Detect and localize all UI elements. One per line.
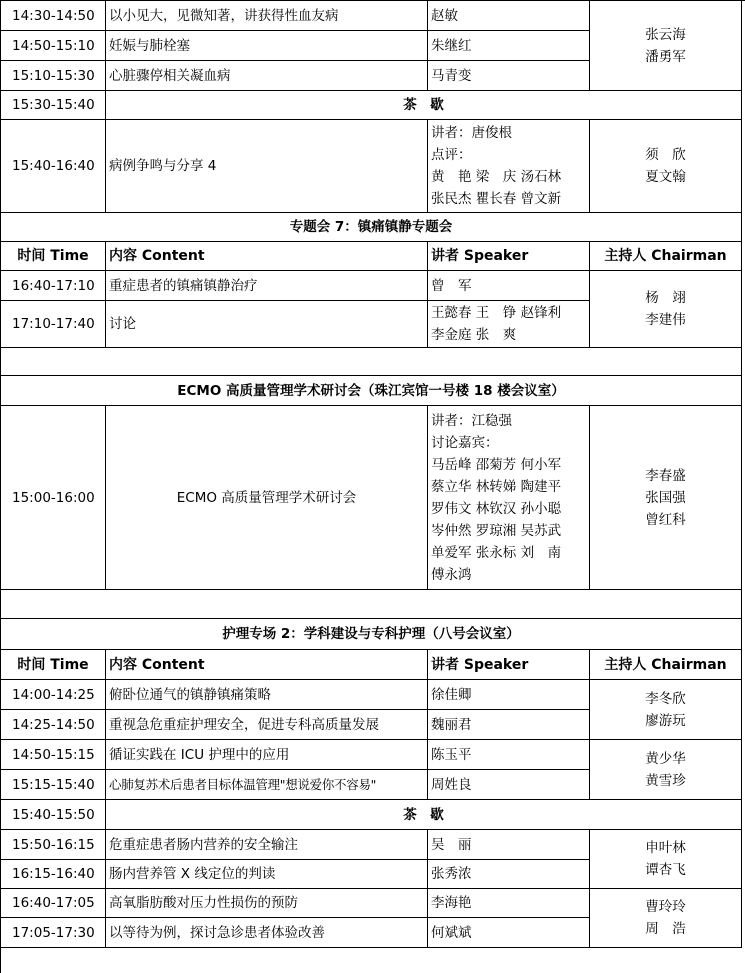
content-cell: 肠内营养管 X 线定位的判读: [106, 860, 428, 889]
speaker-line: 蔡立华 林转娣 陶建平: [431, 478, 562, 495]
spacer-row: [1, 348, 742, 376]
speaker-line: 曾 军: [431, 277, 472, 294]
chair-cell: [590, 740, 742, 800]
content-cell: 俯卧位通气的镇静镇痛策略: [106, 680, 428, 710]
chair-name: 谭杏飞: [645, 862, 686, 878]
speaker-cell: 何斌斌: [428, 918, 590, 948]
speaker-cell: 陈玉平: [428, 740, 590, 770]
speaker-line: 王懿春 王 铮 赵锋利: [431, 305, 562, 321]
chair-cell: [590, 120, 742, 213]
column-header-time: 时间 Time: [1, 650, 106, 680]
chair-cell: [590, 830, 742, 889]
time-cell: 17:10-17:40: [1, 301, 106, 348]
content-cell: 危重症患者肠内营养的安全输注: [106, 830, 428, 860]
speaker-cell: 赵敏: [428, 1, 590, 31]
content-cell: 以小见大，见微知著，讲获得性血友病: [106, 1, 428, 31]
time-cell: 14:30-14:50: [1, 1, 106, 31]
chair-name: 周 浩: [645, 921, 686, 937]
chair-name: 张云海: [645, 26, 686, 43]
content-cell: 病例争鸣与分享 4: [106, 120, 428, 213]
speaker-cell: 魏丽君: [428, 710, 590, 740]
chair-name: 申叶林: [645, 840, 686, 856]
time-cell: 14:50-15:15: [1, 740, 106, 770]
column-header-time: 时间 Time: [1, 242, 106, 271]
speaker-line: 点评：: [431, 147, 472, 163]
time-cell: 15:15-15:40: [1, 770, 106, 800]
time-cell: 17:05-17:30: [1, 918, 106, 948]
speaker-cell: 马青变: [428, 61, 590, 91]
chair-name: 张国强: [645, 489, 686, 506]
speaker-line: 张民杰 瞿长春 曾文新: [431, 191, 562, 207]
speaker-cell: [428, 271, 590, 301]
tea-break-time: 15:30-15:40: [1, 91, 106, 120]
time-cell: 15:40-16:40: [1, 120, 106, 213]
content-cell: 重视急危重症护理安全，促进专科高质量发展: [106, 710, 428, 740]
time-cell: 16:40-17:05: [1, 889, 106, 918]
column-header-chair: 主持人 Chairman: [590, 650, 742, 680]
chair-name: 廖游玩: [645, 712, 686, 729]
speaker-cell: 周姓良: [428, 770, 590, 800]
chair-cell: [590, 889, 742, 948]
speaker-cell: 徐佳卿: [428, 680, 590, 710]
column-header-chair: 主持人 Chairman: [590, 242, 742, 271]
tea-break-label: 茶 歇: [106, 800, 742, 830]
spacer-row: [1, 590, 742, 619]
speaker-line: 讨论嘉宾：: [431, 434, 499, 451]
speaker-cell: [428, 301, 590, 348]
column-header-content: 内容 Content: [106, 242, 428, 271]
chair-name: 潘勇军: [645, 48, 686, 65]
speaker-cell: [428, 120, 590, 213]
content-cell: 重症患者的镇痛镇静治疗: [106, 271, 428, 301]
time-cell: 15:00-16:00: [1, 406, 106, 590]
chair-name: 须 欣: [645, 147, 686, 163]
speaker-cell: 张秀浓: [428, 860, 590, 889]
chair-cell: [590, 1, 742, 91]
content-cell: 讨论: [106, 301, 428, 348]
chair-name: 李春盛: [645, 467, 686, 484]
speaker-line: 黄 艳 梁 庆 汤石林: [431, 169, 562, 185]
time-cell: 14:25-14:50: [1, 710, 106, 740]
chair-cell: [590, 406, 742, 590]
chair-cell: [590, 680, 742, 740]
speaker-cell: [428, 406, 590, 590]
time-cell: 14:00-14:25: [1, 680, 106, 710]
time-cell: 14:50-15:10: [1, 31, 106, 61]
speaker-line: 单爱军 张永标 刘 南: [431, 544, 562, 561]
chair-cell: [590, 271, 742, 348]
tea-break-time: 15:40-15:50: [1, 800, 106, 830]
content-cell: 妊娠与肺栓塞: [106, 31, 428, 61]
speaker-line: 讲者：唐俊根: [431, 125, 512, 141]
speaker-line: 傅永鸿: [431, 566, 472, 583]
column-header-speaker: 讲者 Speaker: [428, 650, 590, 680]
chair-name: 黄少华: [645, 750, 686, 767]
speaker-cell: 吴 丽: [428, 830, 590, 860]
chair-name: 杨 翊: [645, 290, 686, 306]
content-cell: 以等待为例，探讨急诊患者体验改善: [106, 918, 428, 948]
chair-name: 李冬欣: [645, 690, 686, 707]
chair-name: 曾红科: [645, 511, 686, 528]
content-cell: 高氧脂肪酸对压力性损伤的预防: [106, 889, 428, 918]
chair-name: 夏文翰: [645, 169, 686, 185]
chair-name: 曹玲玲: [645, 899, 686, 915]
content-cell: ECMO 高质量管理学术研讨会: [106, 406, 428, 590]
time-cell: 16:40-17:10: [1, 271, 106, 301]
chair-name: 李建伟: [645, 312, 686, 328]
session-title: 护理专场 2：学科建设与专科护理（八号会议室）: [1, 619, 742, 650]
column-header-speaker: 讲者 Speaker: [428, 242, 590, 271]
speaker-line: 罗伟文 林钦汉 孙小聪: [431, 500, 562, 517]
content-cell: 心肺复苏术后患者目标体温管理"想说爱你不容易": [106, 770, 428, 800]
time-cell: 15:10-15:30: [1, 61, 106, 91]
column-header-content: 内容 Content: [106, 650, 428, 680]
tea-break-label: 茶 歇: [106, 91, 742, 120]
time-cell: 15:50-16:15: [1, 830, 106, 860]
time-cell: 16:15-16:40: [1, 860, 106, 889]
session-title: 专题会 7：镇痛镇静专题会: [1, 213, 742, 242]
speaker-line: 李金庭 张 爽: [431, 327, 517, 343]
content-cell: 循证实践在 ICU 护理中的应用: [106, 740, 428, 770]
speaker-line: 马岳峰 邵菊芳 何小军: [431, 456, 562, 473]
speaker-line: 讲者：江稳强: [431, 412, 512, 429]
session-title: ECMO 高质量管理学术研讨会（珠江宾馆一号楼 18 楼会议室）: [1, 376, 742, 406]
speaker-cell: 李海艳: [428, 889, 590, 918]
speaker-cell: 朱继红: [428, 31, 590, 61]
chair-name: 黄雪珍: [645, 772, 686, 789]
content-cell: 心脏骤停相关凝血病: [106, 61, 428, 91]
speaker-line: 岑仲然 罗琼湘 吴苏武: [431, 522, 562, 539]
